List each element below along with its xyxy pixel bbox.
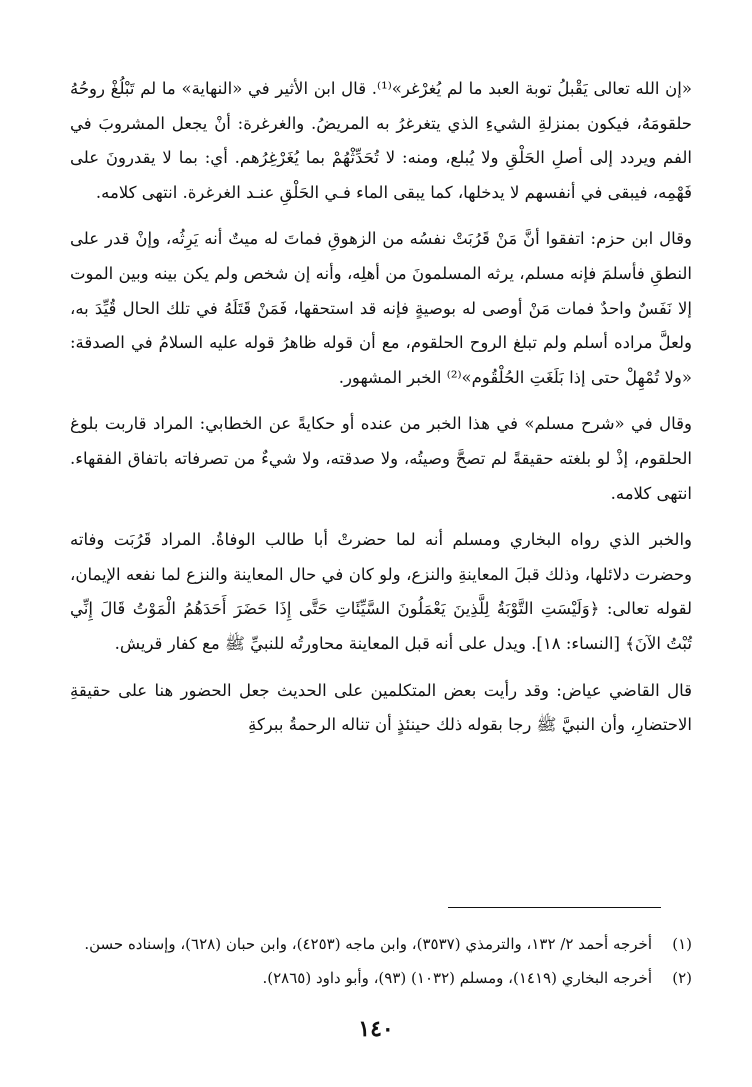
paragraph-3: وقال في «شرح مسلم» في هذا الخبر من عنده أو حكايةً عن الخطابي: المراد قاربت بلوغ الحلقوم، إذْ لو بلغته حقيقةً لم تصحَّ وصيتُه، ولا صدقته، ولا شيءٌ من تصرفاته باتفاق الفقهاء. انتهى كلامه. — [70, 414, 692, 503]
footnote-text: أخرجه أحمد ٢/ ١٣٢، والترمذي (٣٥٣٧)، وابن ماجه (٤٢٥٣)، وابن حبان (٦٢٨)، وإسناده حسن. — [84, 935, 652, 953]
footnotes — [82, 930, 692, 992]
footnote-text: أخرجه البخاري (١٤١٩)، ومسلم (١٠٣٢) (٩٣)، وأبو داود (٢٨٦٥). — [262, 969, 652, 987]
footnote-number: (١) — [672, 935, 692, 953]
paragraph-1: «إن الله تعالى يَقْبلُ توبة العبد ما لم يُغرْغر»⁽¹⁾. قال ابن الأثير في «النهاية» ما لم تَبْلُغْ روحُهُ حلقومَهُ، فيكون بمنزلةِ الشيءِ الذي يتغرغرُ به المريضُ. والغرغرة: أنْ يجعل المشروبَ في الفم ويردد إلى أصلِ الحَلْقِ ولا يُبلع، ومنه: لا تُحَدِّثْهُمْ بما يُغَرْغِرُهم. أي: بما لا يقدرونَ على فَهْمِه، فيبقى في أنفسهم لا يدخلها، كما يبقى الماء فـي الحَلْقِ عنـد الغرغرة. انتهى كلامه. — [70, 79, 692, 202]
page-number: ١٤٠ — [358, 1016, 394, 1042]
footnote-number: (٢) — [672, 969, 692, 987]
footnote-separator — [448, 907, 661, 908]
paragraph-2: وقال ابن حزم: اتفقوا أنَّ مَنْ قَرُبَتْ نفسُه من الزهوقِ فماتَ له ميتٌ أنه يَرِثُه، وإنْ قدر على النطقِ فأسلمَ فإنه مسلم، يرثه المسلمونَ من أهلِه، وأنه إن شخص ولم يكن بينه وبين الموت إلا نَفَسٌ واحدٌ فمات مَنْ أوصى له بوصيةٍ فإنه قد استحقها، فَمَنْ قَتَلَهُ في تلك الحال قُيِّدَ به، ولعلَّ مراده أسلم ولم تبلغ الروح الحلقوم، مع أن قوله ظاهرُ قوله عليه السلامُ في الصدقة: «ولا تُمْهِلْ حتى إذا بَلَغَتِ الحُلْقُوم»⁽²⁾ الخبر المشهور. — [70, 229, 692, 387]
footnote-2 — [82, 964, 692, 992]
paragraph-4: والخبر الذي رواه البخاري ومسلم أنه لما حضرتْ أبا طالب الوفاةُ. المراد قَرُبَت وفاته وحضرت دلائلها، وذلك قبلَ المعاينةِ والنزع، ولو كان في حال المعاينة والنزع لما نفعه الإيمان، لقوله تعالى: ﴿وَلَيْسَتِ التَّوْبَةُ لِلَّذِينَ يَعْمَلُونَ السَّيِّئَاتِ حَتَّى إِذَا حَضَرَ أَحَدَهُمُ الْمَوْتُ قَالَ إِنِّي تُبْتُ الآنَ﴾ [النساء: ١٨]. ويدل على أنه قبل المعاينة محاورتُه للنبيِّ ﷺ مع كفار قريش. — [70, 530, 692, 653]
paragraph-5: قال القاضي عياض: وقد رأيت بعض المتكلمين على الحديث جعل الحضور هنا على حقيقةِ الاحتضارِ، وأن النبيَّ ﷺ رجا بقوله ذلك حينئذٍ أن تناله الرحمةُ ببركةِ — [70, 680, 692, 735]
main-text — [70, 72, 692, 755]
footnote-1 — [82, 930, 692, 958]
